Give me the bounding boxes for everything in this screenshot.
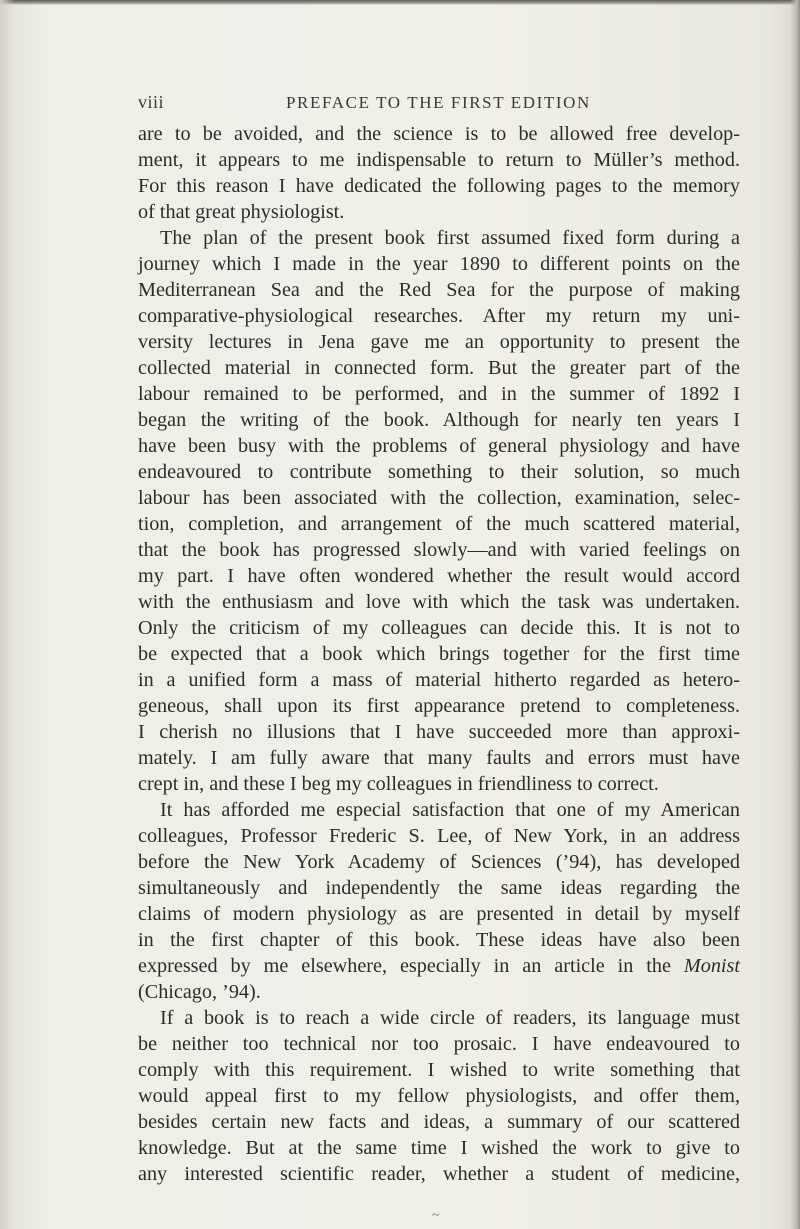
text-line (138, 121, 740, 147)
text-line (138, 1135, 740, 1161)
text-line (138, 589, 740, 615)
text-line (138, 1031, 740, 1057)
text-line-content: in the first chapter of this book. These ideas have also been (138, 929, 740, 951)
running-head: PREFACE TO THE FIRST EDITION (286, 93, 591, 112)
text-line-content: expressed by me elsewhere, especially in an article in the (138, 955, 671, 977)
text-line (138, 797, 740, 823)
text-line-content: crept in, and these I beg my colleagues in friendliness to correct. (138, 773, 659, 795)
text-line (138, 901, 740, 927)
page-number: viii (138, 92, 165, 112)
text-line-content: any interested scientific reader, whether a student of medicine, (138, 1163, 740, 1185)
text-line-content: colleagues, Professor Frederic S. Lee, of New York, in an address (138, 825, 740, 847)
body-text (138, 121, 740, 1187)
text-line (138, 641, 740, 667)
text-line (138, 1161, 740, 1187)
text-line-content: ment, it appears to me indispensable to return to Müller’s method. (138, 149, 740, 171)
text-line-content: labour remained to be performed, and in the summer of 1892 I (138, 383, 740, 405)
text-line-content: Mediterranean Sea and the Red Sea for the purpose of making (138, 279, 740, 301)
text-line-content: Only the criticism of my colleagues can decide this. It is not to (138, 617, 740, 639)
text-line (138, 615, 740, 641)
text-line-content: For this reason I have dedicated the following pages to the memory (138, 175, 740, 197)
text-line (138, 745, 740, 771)
text-line (138, 979, 740, 1005)
text-line-content: The plan of the present book first assumed fixed form during a (160, 227, 740, 249)
text-line (138, 147, 740, 173)
text-line-content: began the writing of the book. Although for nearly ten years I (138, 409, 740, 431)
text-line (138, 1083, 740, 1109)
text-line (138, 771, 740, 797)
text-line (138, 355, 740, 381)
text-line (138, 459, 740, 485)
text-line (138, 1005, 740, 1031)
text-line (138, 823, 740, 849)
text-line (138, 303, 740, 329)
page-top-edge (0, 0, 800, 5)
text-line (138, 329, 740, 355)
page-header (0, 92, 800, 116)
text-line (138, 225, 740, 251)
page-right-edge (790, 0, 800, 1229)
footer-mark: ~ (432, 1208, 440, 1223)
italic-title: Monist (683, 955, 740, 977)
text-line-content: comparative-physiological researches. After my return my uni- (138, 305, 740, 327)
text-line-content: labour has been associated with the collection, examination, selec- (138, 487, 740, 509)
text-line-content: with the enthusiasm and love with which the task was undertaken. (138, 591, 740, 613)
text-line-content: collected material in connected form. But the greater part of the (138, 357, 740, 379)
text-line-content: be expected that a book which brings together for the first time (138, 643, 740, 665)
text-line-content: geneous, shall upon its first appearance pretend to completeness. (138, 695, 740, 717)
text-line (138, 1057, 740, 1083)
text-line-content: If a book is to reach a wide circle of readers, its language must (160, 1007, 740, 1029)
text-line-content: mately. I am fully aware that many faults and errors must have (138, 747, 740, 769)
text-line (138, 927, 740, 953)
text-line-content: be neither too technical nor too prosaic. I have endeavoured to (138, 1033, 740, 1055)
text-line-content: comply with this requirement. I wished to write something that (138, 1059, 740, 1081)
text-line-content: that the book has progressed slowly—and with varied feelings on (138, 539, 740, 561)
text-line-content: have been busy with the problems of general physiology and have (138, 435, 740, 457)
text-line (138, 199, 740, 225)
text-line-content: of that great physiologist. (138, 201, 345, 223)
text-line-content: besides certain new facts and ideas, a summary of our scattered (138, 1111, 740, 1133)
text-line-content: It has afforded me especial satisfaction that one of my American (160, 799, 740, 821)
text-line-content: simultaneously and independently the same ideas regarding the (138, 877, 740, 899)
text-line-content: are to be avoided, and the science is to be allowed free develop- (138, 123, 740, 145)
text-line-content: I cherish no illusions that I have succeeded more than approxi- (138, 721, 740, 743)
text-line (138, 277, 740, 303)
text-line-content: before the New York Academy of Sciences (’94), has developed (138, 851, 740, 873)
text-line (138, 407, 740, 433)
text-line-content: versity lectures in Jena gave me an opportunity to present the (138, 331, 740, 353)
text-line-content: claims of modern physiology as are presented in detail by myself (138, 903, 740, 925)
text-line (138, 537, 740, 563)
text-line-content: tion, completion, and arrangement of the much scattered material, (138, 513, 740, 535)
text-line (138, 953, 740, 979)
text-line (138, 485, 740, 511)
text-line (138, 849, 740, 875)
text-line (138, 667, 740, 693)
text-line (138, 433, 740, 459)
text-line (138, 693, 740, 719)
text-line-content: my part. I have often wondered whether the result would accord (138, 565, 740, 587)
text-line-content: knowledge. But at the same time I wished the work to give to (138, 1137, 740, 1159)
text-line-content: journey which I made in the year 1890 to different points on the (138, 253, 740, 275)
text-line (138, 1109, 740, 1135)
text-line (138, 511, 740, 537)
text-line (138, 251, 740, 277)
text-line (138, 719, 740, 745)
page-gutter-shadow (0, 0, 14, 1229)
text-line (138, 173, 740, 199)
text-line (138, 563, 740, 589)
text-line (138, 381, 740, 407)
text-line-content: endeavoured to contribute something to their solution, so much (138, 461, 740, 483)
text-line-content: in a unified form a mass of material hitherto regarded as hetero- (138, 669, 740, 691)
text-line (138, 875, 740, 901)
text-line-content: (Chicago, ’94). (138, 981, 261, 1003)
text-line-content: would appeal first to my fellow physiologists, and offer them, (138, 1085, 740, 1107)
